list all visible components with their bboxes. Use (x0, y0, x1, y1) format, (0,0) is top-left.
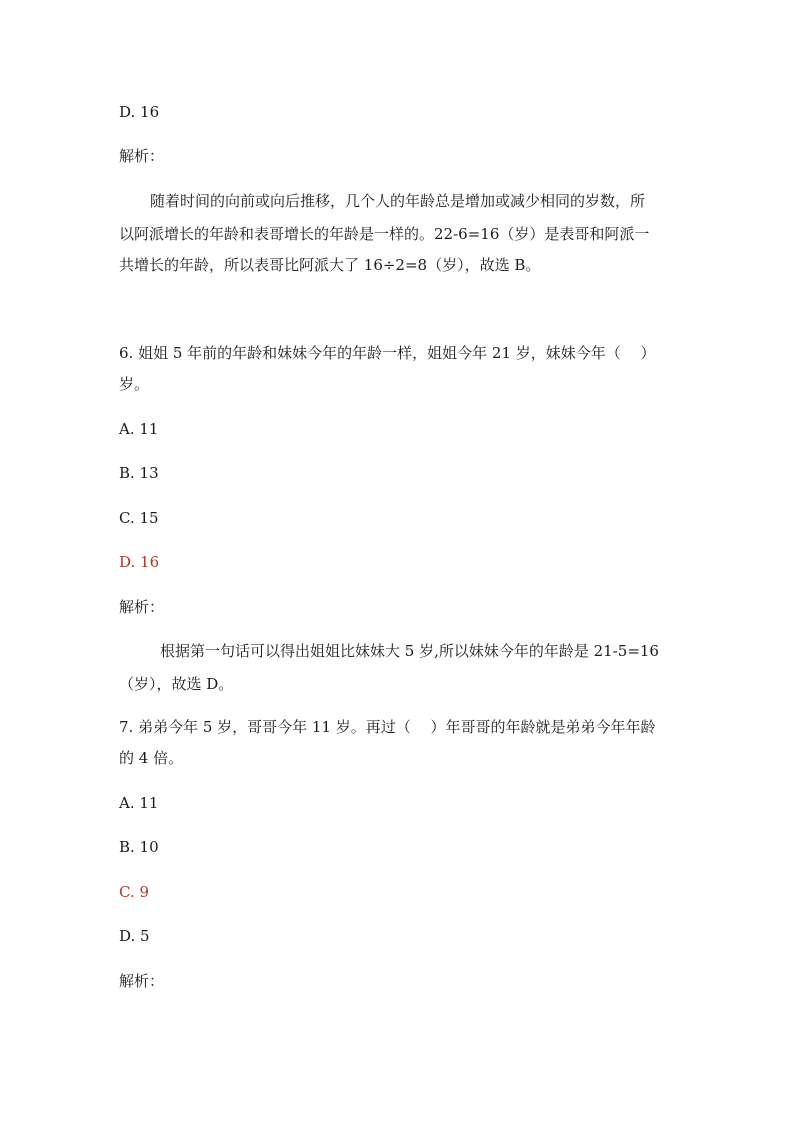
q6-analysis-label: 解析： (119, 598, 165, 616)
q6-analysis-line-1: 根据第一句话可以得出姐姐比妹妹大 5 岁,所以妹妹今年的年龄是 21-5=16 (160, 642, 659, 660)
q7-analysis-label: 解析： (119, 972, 165, 990)
q7-option-a: A. 11 (119, 794, 159, 812)
q5-analysis-line-3: 共增长的年龄，所以表哥比阿派大了 16÷2=8（岁），故选 B。 (119, 256, 541, 274)
q5-analysis-label: 解析： (119, 147, 165, 165)
q6-option-a: A. 11 (119, 420, 159, 438)
q7-question-line-1: 7. 弟弟今年 5 岁，哥哥今年 11 岁。再过（ ）年哥哥的年龄就是弟弟今年年龄 (119, 718, 656, 736)
q7-option-b: B. 10 (119, 838, 159, 856)
q7-option-d: D. 5 (119, 927, 150, 945)
q5-analysis-line-1: 随着时间的向前或向后推移，几个人的年龄总是增加或减少相同的岁数，所 (150, 192, 646, 210)
q5-analysis-line-2: 以阿派增长的年龄和表哥增长的年龄是一样的。22-6=16（岁）是表哥和阿派一 (119, 225, 650, 243)
q7-question-line-2: 的 4 倍。 (119, 749, 184, 767)
q5-option-d: D. 16 (119, 103, 160, 121)
q6-question-line-1: 6. 姐姐 5 年前的年龄和妹妹今年的年龄一样，姐姐今年 21 岁，妹妹今年（ ） (119, 344, 656, 362)
q6-question-line-2: 岁。 (119, 375, 150, 393)
q7-option-c-correct: C. 9 (119, 883, 150, 901)
q6-analysis-line-2: （岁），故选 D。 (119, 675, 234, 693)
q6-option-c: C. 15 (119, 509, 159, 527)
q6-option-d-correct: D. 16 (119, 553, 160, 571)
q6-option-b: B. 13 (119, 464, 159, 482)
